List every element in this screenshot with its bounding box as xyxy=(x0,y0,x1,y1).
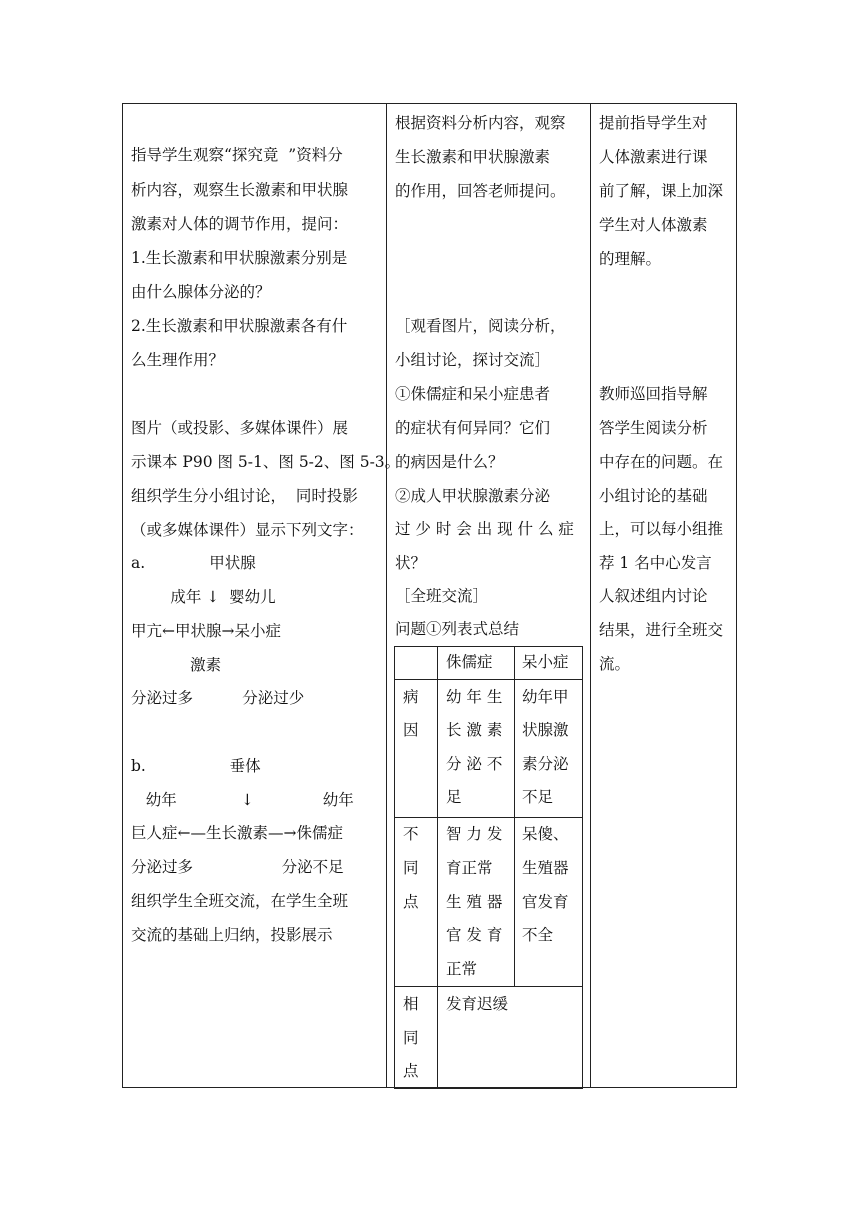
table-cell: 幼 年 生 xyxy=(446,688,503,706)
column-divider xyxy=(386,103,387,1088)
text-line: 状？ xyxy=(395,554,427,572)
row-label: 点 xyxy=(403,893,419,911)
text-line: 甲亢←甲状腺→呆小症 xyxy=(131,622,281,640)
text-line: 的症状有何异同？它们 xyxy=(395,419,551,437)
text-line: 人体激素进行课 xyxy=(599,148,708,166)
text-line: 小组讨论，探讨交流］ xyxy=(395,351,551,369)
text-line: 前了解，课上加深 xyxy=(599,182,724,200)
table-cell: 官 发 育 xyxy=(446,926,503,944)
text-line: 图片（或投影、多媒体课件）展 xyxy=(131,419,349,437)
text-line: 答学生阅读分析 xyxy=(599,419,708,437)
table-divider xyxy=(394,679,583,680)
text-line: ［观看图片，阅读分析， xyxy=(395,317,566,335)
text-line: 教师巡回指导解 xyxy=(599,385,708,403)
text-line: 么生理作用？ xyxy=(131,351,225,369)
text-line: 指导学生观察“探究竟 ”资料分 xyxy=(131,146,343,164)
text-line: 交流的基础上归纳，投影展示 xyxy=(131,926,333,944)
text-line: ［全班交流］ xyxy=(395,587,489,605)
text-line: 成年 ↓ 婴幼儿 xyxy=(131,588,276,606)
text-line: 人叙述组内讨论 xyxy=(599,587,708,605)
table-cell: 长 激 素 xyxy=(446,721,503,739)
table-divider xyxy=(437,986,438,1089)
text-line: b. 垂体 xyxy=(131,757,261,775)
table-cell: 素分泌 xyxy=(522,755,569,773)
text-line: 激素对人体的调节作用，提问： xyxy=(131,215,349,233)
table-cell: 足 xyxy=(446,788,462,806)
row-label: 点 xyxy=(403,1062,419,1080)
table-cell: 不足 xyxy=(522,788,554,806)
row-label: 因 xyxy=(403,721,419,739)
text-line: 由什么腺体分泌的？ xyxy=(131,283,271,301)
text-line: 分泌过多 分泌过少 xyxy=(131,689,305,707)
text-line: 中存在的问题。在 xyxy=(599,453,724,471)
text-line: 的病因是什么？ xyxy=(395,453,504,471)
row-label: 同 xyxy=(403,1029,419,1047)
text-line: 示课本 P90 图 5-1、图 5-2、图 5-3。 xyxy=(131,453,401,471)
table-divider xyxy=(437,646,438,986)
table-cell: 状腺激 xyxy=(522,721,569,739)
text-line: 2.生长激素和甲状腺激素各有什 xyxy=(131,317,348,335)
table-header-cell: 呆小症 xyxy=(522,653,569,671)
table-cell: 智 力 发 xyxy=(446,825,503,843)
text-line: 的作用，回答老师提问。 xyxy=(395,182,566,200)
text-line: 组织学生分小组讨论， 同时投影 xyxy=(131,487,358,505)
text-line: 激素 xyxy=(131,656,222,674)
text-line: 结果，进行全班交 xyxy=(599,621,724,639)
row-label: 病 xyxy=(403,688,419,706)
text-line: （或多媒体课件）显示下列文字： xyxy=(131,521,364,539)
table-cell: 不全 xyxy=(522,926,554,944)
row-label: 不 xyxy=(403,825,419,843)
row-label: 相 xyxy=(403,995,419,1013)
text-line: 小组讨论的基础 xyxy=(599,487,708,505)
table-divider xyxy=(514,646,515,986)
table-cell: 生 殖 器 xyxy=(446,893,503,911)
text-line: 根据资料分析内容，观察 xyxy=(395,114,566,132)
text-line: 流。 xyxy=(599,655,631,673)
text-line: 生长激素和甲状腺激素 xyxy=(395,148,551,166)
table-divider xyxy=(394,986,583,987)
text-line: ①侏儒症和呆小症患者 xyxy=(395,385,551,403)
row-label: 同 xyxy=(403,859,419,877)
text-line: 上，可以每小组推 xyxy=(599,520,724,538)
text-line: 过 少 时 会 出 现 什 么 症 xyxy=(395,520,574,538)
table-cell: 育正常 xyxy=(446,859,493,877)
table-cell: 呆傻、 xyxy=(522,825,569,843)
table-header-cell: 侏儒症 xyxy=(446,653,493,671)
table-cell: 幼年甲 xyxy=(522,688,569,706)
table-cell: 生殖器 xyxy=(522,859,569,877)
table-cell: 分 泌 不 xyxy=(446,755,503,773)
text-line: 析内容，观察生长激素和甲状腺 xyxy=(131,181,349,199)
table-cell: 官发育 xyxy=(522,893,569,911)
text-line: a. 甲状腺 xyxy=(131,554,256,572)
text-line: ②成人甲状腺激素分泌 xyxy=(395,487,551,505)
table-cell: 发育迟缓 xyxy=(446,995,509,1013)
text-line: 分泌过多 分泌不足 xyxy=(131,858,344,876)
text-line: 幼年 ↓ 幼年 xyxy=(131,791,354,809)
text-line: 问题①列表式总结 xyxy=(395,620,520,638)
table-cell: 正常 xyxy=(446,960,478,978)
text-line: 荐 1 名中心发言 xyxy=(599,554,712,572)
text-line: 的理解。 xyxy=(599,250,662,268)
text-line: 巨人症←—生长激素—→侏儒症 xyxy=(131,824,343,842)
text-line: 提前指导学生对 xyxy=(599,114,708,132)
text-line: 组织学生全班交流，在学生全班 xyxy=(131,892,349,910)
column-divider xyxy=(590,103,591,1088)
text-line: 1.生长激素和甲状腺激素分别是 xyxy=(131,249,348,267)
text-line: 学生对人体激素 xyxy=(599,216,708,234)
